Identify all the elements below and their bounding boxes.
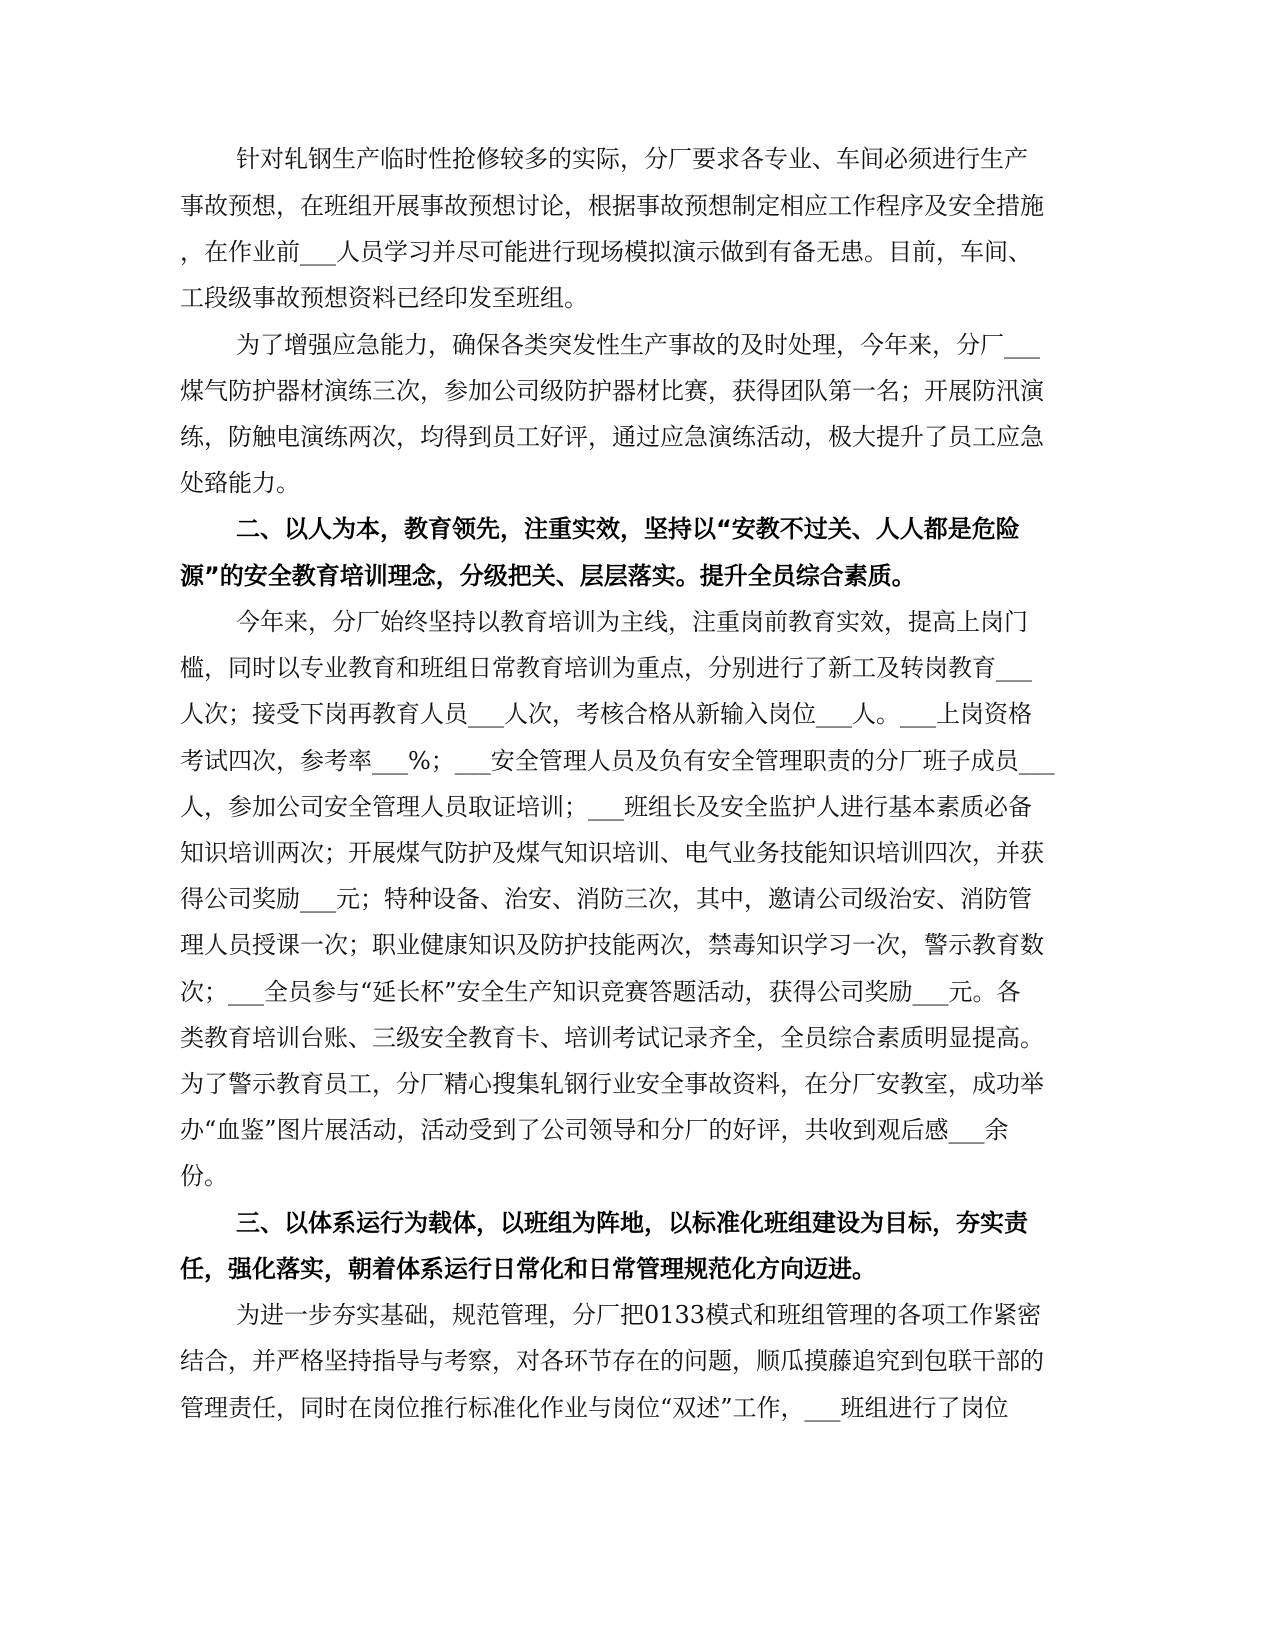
section-heading-3-line-2: 任，强化落实，朝着体系运行日常化和日常管理规范化方向迈进。: [180, 1255, 876, 1283]
paragraph-4-line-2: 结合，并严格坚持指导与考察，对各环节存在的问题，顺瓜摸藤追究到包联干部的: [180, 1347, 1044, 1375]
paragraph-3-line-12: 办“血鉴”图片展活动，活动受到了公司领导和分厂的好评，共收到观后感___余: [180, 1116, 1009, 1144]
paragraph-3-line-3: 人次；接受下岗再教育人员___人次，考核合格从新输入岗位___人。___上岗资格: [180, 700, 1032, 728]
paragraph-3-line-1: 今年来，分厂始终坚持以教育培训为主线，注重岗前教育实效，提高上岗门: [236, 608, 1028, 636]
paragraph-4-line-3: 管理责任，同时在岗位推行标准化作业与岗位“双述”工作，___班组进行了岗位: [180, 1394, 1009, 1422]
paragraph-2-line-1: 为了增强应急能力，确保各类突发性生产事故的及时处理，今年来，分厂___: [236, 331, 1040, 359]
paragraph-3-line-2: 槛，同时以专业教育和班组日常教育培训为重点，分别进行了新工及转岗教育___: [180, 654, 1032, 682]
paragraph-1-line-1: 针对轧钢生产临时性抢修较多的实际，分厂要求各专业、车间必须进行生产: [236, 145, 1028, 173]
paragraph-1-line-3: ，在作业前___人员学习并尽可能进行现场模拟演示做到有备无患。目前，车间、: [180, 238, 1032, 266]
paragraph-3-line-6: 知识培训两次；开展煤气防护及煤气知识培训、电气业务技能知识培训四次，并获: [180, 839, 1044, 867]
paragraph-1-line-4: 工段级事故预想资料已经印发至班组。: [180, 284, 588, 312]
section-heading-2-line-2: 源”的安全教育培训理念，分级把关、层层落实。提升全员综合素质。: [180, 562, 916, 590]
paragraph-3-line-5: 人，参加公司安全管理人员取证培训；___班组长及安全监护人进行基本素质必备: [180, 793, 1032, 821]
paragraph-3-line-7: 得公司奖励___元；特种设备、治安、消防三次，其中，邀请公司级治安、消防管: [180, 885, 1032, 913]
paragraph-2-line-3: 练，防触电演练两次，均得到员工好评，通过应急演练活动，极大提升了员工应急: [180, 423, 1044, 451]
paragraph-3-line-8: 理人员授课一次；职业健康知识及防护技能两次，禁毒知识学习一次，警示教育数: [180, 931, 1044, 959]
paragraph-4-line-1: 为进一步夯实基础，规范管理，分厂把0133模式和班组管理的各项工作紧密: [236, 1301, 1042, 1329]
paragraph-3-line-11: 为了警示教育员工，分厂精心搜集轧钢行业安全事故资料，在分厂安教室，成功举: [180, 1070, 1044, 1098]
paragraph-1-line-2: 事故预想，在班组开展事故预想讨论，根据事故预想制定相应工作程序及安全措施: [180, 192, 1044, 220]
paragraph-3-line-10: 类教育培训台账、三级安全教育卡、培训考试记录齐全，全员综合素质明显提高。: [180, 1024, 1044, 1052]
paragraph-3-line-4: 考试四次，参考率___%；___安全管理人员及负有安全管理职责的分厂班子成员___: [180, 747, 1055, 775]
paragraph-2-line-2: 煤气防护器材演练三次，参加公司级防护器材比赛，获得团队第一名；开展防汛演: [180, 377, 1044, 405]
paragraph-3-line-9: 次；___全员参与“延长杯”安全生产知识竞赛答题活动，获得公司奖励___元。各: [180, 978, 1021, 1006]
paragraph-2-line-4: 处臵能力。: [180, 469, 300, 497]
paragraph-3-line-13: 份。: [180, 1162, 228, 1190]
section-heading-2-line-1: 二、以人为本，教育领先，注重实效，坚持以“安教不过关、人人都是危险: [236, 515, 1020, 543]
section-heading-3-line-1: 三、以体系运行为载体，以班组为阵地，以标准化班组建设为目标，夯实责: [236, 1209, 1028, 1237]
